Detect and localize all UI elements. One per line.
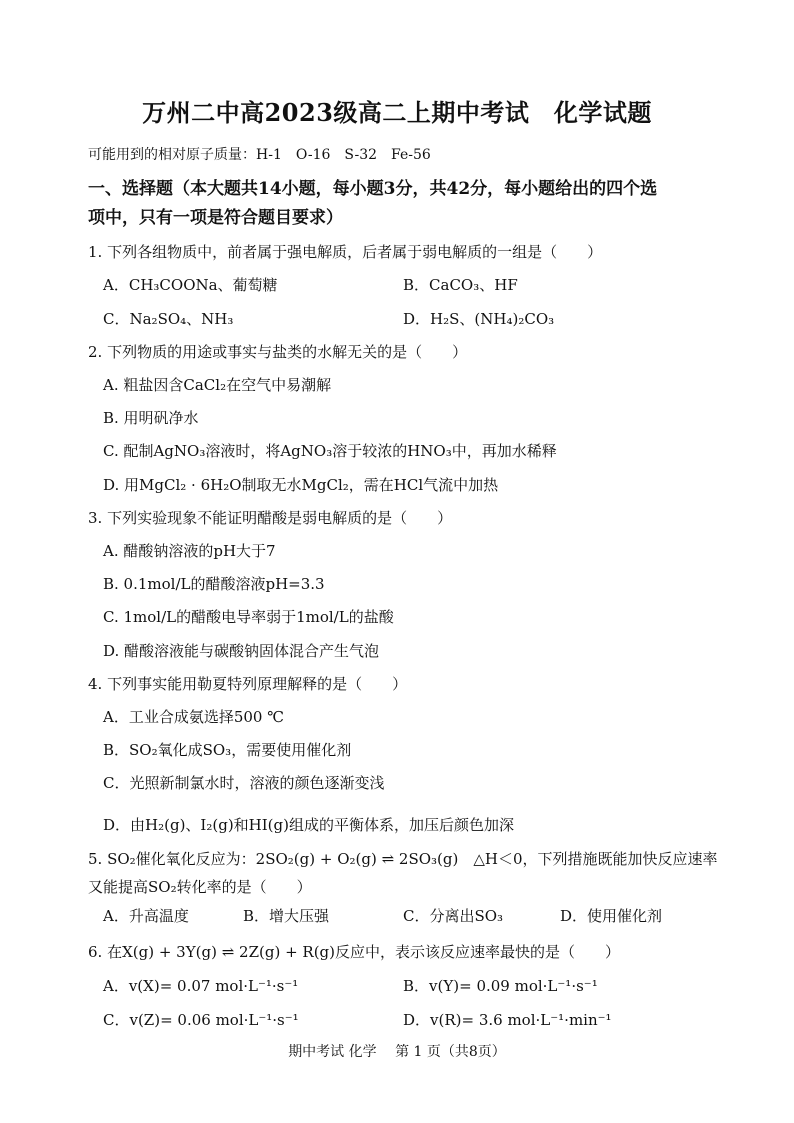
section-heading-line2: 项中，只有一项是符合题目要求） [88, 208, 343, 228]
section-heading-line1: 一、选择题（本大题共14小题，每小题3分，共42分，每小题给出的四个选 [88, 179, 658, 199]
q3-option-c: C. 1mol/L的醋酸电导率弱于1mol/L的盐酸 [103, 608, 394, 626]
atomic-masses: 可能用到的相对原子质量：H-1 O-16 S-32 Fe-56 [88, 147, 431, 163]
q1-option-c-label: C． [103, 310, 130, 328]
q1-option-d [403, 309, 554, 329]
q2-option-c: C. 配制AgNO₃溶液时，将AgNO₃溶于较浓的HNO₃中，再加水稀释 [103, 442, 557, 460]
q5-option-b: B．增大压强 [243, 907, 330, 925]
q5-stem-line1: 5. SO₂催化氧化反应为：2SO₂(g) + O₂(g) ⇌ 2SO₃(g) △H＜0，下列措施既能加快反应速率 [88, 850, 718, 868]
q3-option-d: D. 醋酸溶液能与碳酸钠固体混合产生气泡 [103, 642, 380, 660]
q1-option-d-text: H₂S、(NH₄)₂CO₃ [430, 310, 555, 328]
q6-option-d: D．v(R)= 3.6 mol·L⁻¹·min⁻¹ [403, 1011, 612, 1029]
q1-option-a [103, 275, 278, 295]
q3-stem: 3. 下列实验现象不能证明醋酸是弱电解质的是（ ） [88, 509, 453, 527]
q4-option-d: D．由H₂(g)、I₂(g)和HI(g)组成的平衡体系，加压后颜色加深 [103, 816, 514, 834]
q1-option-a-text: CH₃COONa、葡萄糖 [128, 276, 278, 294]
q5-option-d: D．使用催化剂 [560, 907, 663, 925]
q5-stem-line2: 又能提高SO₂转化率的是（ ） [88, 878, 312, 896]
page-title: 万州二中高2023级高二上期中考试 化学试题 [142, 98, 652, 127]
q1-stem: 1. 下列各组物质中，前者属于强电解质，后者属于弱电解质的一组是（ ） [88, 243, 603, 261]
q1-option-a-label: A． [103, 276, 129, 294]
q4-option-c: C．光照新制氯水时，溶液的颜色逐渐变浅 [103, 774, 385, 792]
q6-option-c: C．v(Z)= 0.06 mol·L⁻¹·s⁻¹ [103, 1011, 299, 1029]
q6-option-b: B．v(Y)= 0.09 mol·L⁻¹·s⁻¹ [403, 977, 598, 995]
q1-option-d-label: D． [403, 310, 431, 328]
q3-option-b: B. 0.1mol/L的醋酸溶液pH=3.3 [103, 575, 325, 593]
q2-option-d: D. 用MgCl₂ · 6H₂O制取无水MgCl₂，需在HCl气流中加热 [103, 476, 499, 494]
q4-option-b: B．SO₂氧化成SO₃，需要使用催化剂 [103, 741, 352, 759]
page-footer: 期中考试 化学 第 1 页（共8页） [288, 1044, 506, 1060]
q6-option-a: A．v(X)= 0.07 mol·L⁻¹·s⁻¹ [103, 977, 299, 995]
q1-option-c-text: Na₂SO₄、NH₃ [129, 310, 234, 328]
q6-stem: 6. 在X(g) + 3Y(g) ⇌ 2Z(g) + R(g)反应中，表示该反应速率最快的是（ ） [88, 943, 621, 961]
q5-option-a: A．升高温度 [103, 907, 189, 925]
q4-stem: 4. 下列事实能用勒夏特列原理解释的是（ ） [88, 675, 408, 693]
q1-option-c [103, 309, 233, 329]
q1-option-b-text: CaCO₃、HF [429, 276, 518, 294]
q1-option-b-label: B． [403, 276, 430, 294]
q1-option-b [403, 275, 518, 295]
q3-option-a: A. 醋酸钠溶液的pH大于7 [103, 542, 276, 560]
q2-stem: 2. 下列物质的用途或事实与盐类的水解无关的是（ ） [88, 343, 468, 361]
q4-option-a: A．工业合成氨选择500 ℃ [103, 708, 285, 726]
q5-option-c: C．分离出SO₃ [403, 907, 504, 925]
q2-option-b: B. 用明矾净水 [103, 409, 199, 427]
q2-option-a: A. 粗盐因含CaCl₂在空气中易潮解 [103, 376, 332, 394]
